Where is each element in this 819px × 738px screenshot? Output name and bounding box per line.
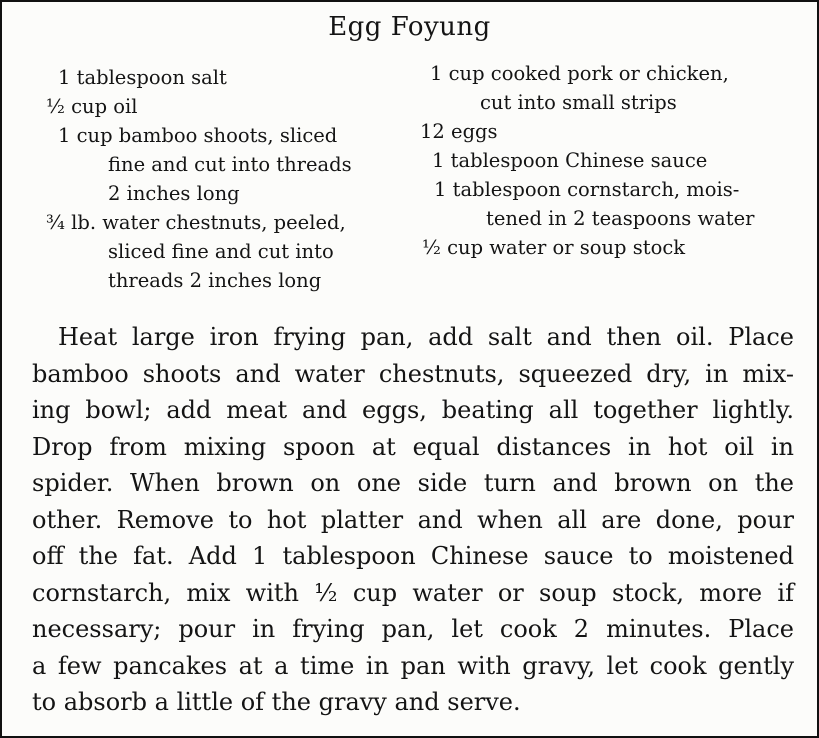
ingredient-text: cup cooked pork or chicken,	[448, 62, 729, 85]
ingredient-text: cup oil	[71, 95, 138, 118]
ingredient-text: cup bamboo shoots, sliced	[76, 124, 338, 147]
method-line: a few pancakes at a time in pan with gravy, let cook gently	[32, 651, 794, 680]
ingredient-line	[420, 233, 755, 262]
ingredient-qty: ½	[46, 95, 65, 118]
ingredient-text: tablespoon salt	[76, 66, 227, 89]
method-paragraph	[32, 319, 794, 721]
ingredient-line	[420, 175, 755, 204]
ingredient-continuation: sliced fine and cut into	[108, 240, 334, 263]
method-line: spider. When brown on one side turn and brown on the	[32, 469, 794, 497]
method-line: off the fat. Add 1 tablespoon Chinese sauce to moistened	[32, 542, 794, 570]
method-line: cornstarch, mix with ½ cup water or soup stock, more if	[32, 578, 794, 607]
ingredient-text: lb. water chestnuts, peeled,	[71, 211, 346, 234]
ingredient-continuation: fine and cut into threads	[108, 153, 352, 176]
ingredient-line	[420, 117, 755, 146]
method-line: Heat large iron frying pan, add salt and then oil. Place	[58, 323, 794, 351]
ingredient-continuation: 2 inches long	[108, 182, 240, 205]
ingredient-line	[46, 92, 352, 121]
ingredient-continuation: tened in 2 teaspoons water	[486, 207, 755, 230]
ingredient-qty: ½	[422, 236, 441, 259]
ingredient-text: cup water or soup stock	[447, 236, 686, 259]
method-line: necessary; pour in frying pan, let cook 2 minutes. Place	[32, 615, 794, 643]
ingredient-text: tablespoon Chinese sauce	[450, 149, 708, 172]
ingredient-text: tablespoon cornstarch, mois-	[452, 178, 740, 201]
ingredient-line	[46, 121, 352, 150]
ingredient-line	[420, 146, 755, 175]
ingredient-continuation: cut into small strips	[480, 91, 677, 114]
ingredient-continuation: threads 2 inches long	[108, 269, 322, 292]
ingredient-qty: 1	[58, 124, 71, 147]
ingredient-line	[46, 63, 352, 92]
ingredient-qty: ¾	[46, 211, 65, 234]
ingredient-qty: 1	[430, 62, 443, 85]
ingredient-line	[420, 59, 755, 88]
ingredient-qty: 1	[434, 178, 447, 201]
ingredient-text: eggs	[451, 120, 498, 143]
ingredients-left-column	[46, 63, 352, 295]
method-line: ing bowl; add meat and eggs, beating all together lightly.	[32, 396, 794, 424]
ingredient-qty: 12	[420, 120, 445, 143]
method-line: Drop from mixing spoon at equal distances in hot oil in	[32, 432, 794, 461]
ingredients-right-column	[420, 59, 755, 262]
ingredient-qty: 1	[432, 149, 445, 172]
ingredient-qty: 1	[58, 66, 71, 89]
recipe-title: Egg Foyung	[328, 12, 491, 42]
ingredient-line	[46, 208, 352, 237]
method-line: bamboo shoots and water chestnuts, squeezed dry, in mix-	[32, 359, 794, 388]
method-line: to absorb a little of the gravy and serve.	[32, 688, 521, 716]
method-line: other. Remove to hot platter and when all are done, pour	[32, 505, 794, 534]
